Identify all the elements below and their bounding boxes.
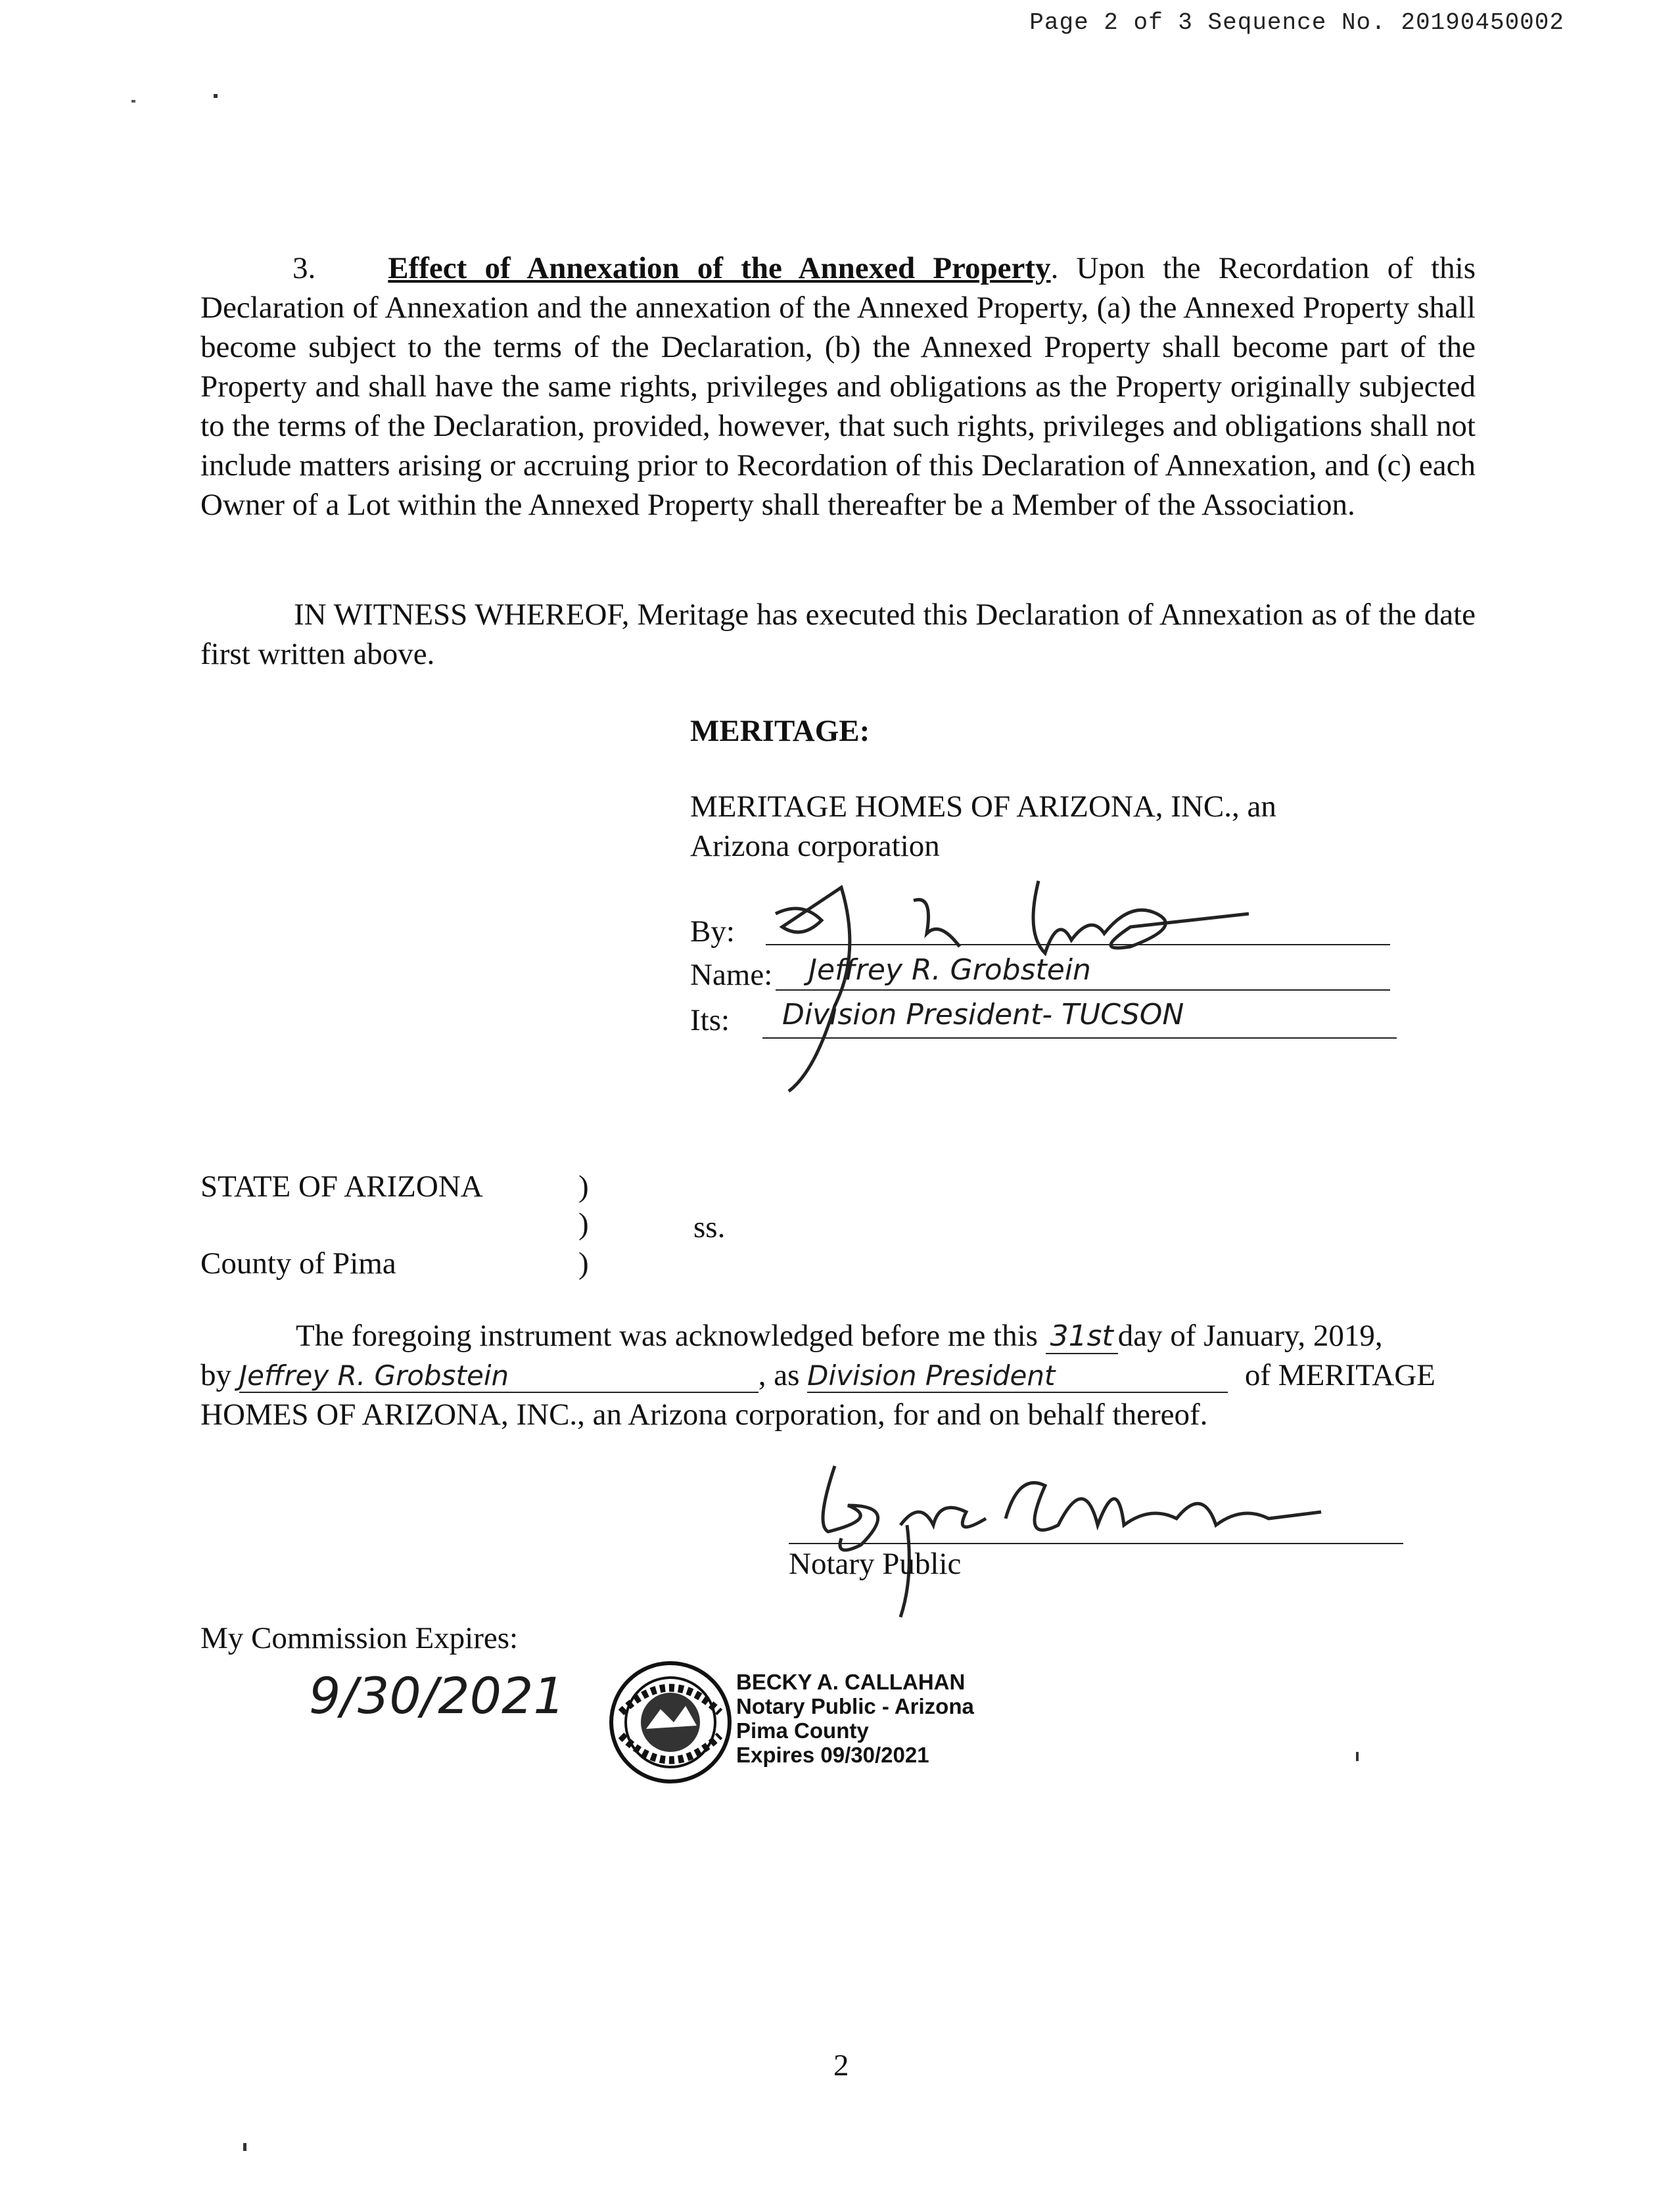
seal-name: BECKY A. CALLAHAN bbox=[736, 1670, 966, 1694]
ack-line-2 bbox=[200, 1357, 1482, 1393]
ack-line-3: HOMES OF ARIZONA, INC., an Arizona corporation, for and on behalf thereof. bbox=[200, 1398, 1208, 1432]
notary-seal-emblem bbox=[608, 1660, 733, 1785]
venue-state: STATE OF ARIZONA bbox=[200, 1169, 483, 1204]
name-line bbox=[776, 989, 1390, 991]
notary-signature bbox=[808, 1446, 1347, 1624]
commission-date: 9/30/2021 bbox=[309, 1666, 565, 1725]
by-label: By: bbox=[690, 914, 735, 949]
page-number: 2 bbox=[833, 2048, 849, 2083]
scan-mark bbox=[1356, 1752, 1359, 1761]
venue-paren-2: ) bbox=[578, 1207, 589, 1241]
notary-signature-line bbox=[789, 1543, 1403, 1544]
section-heading: Effect of Annexation of the Annexed Property bbox=[388, 251, 1051, 285]
section-body: . Upon the Recordation of this Declaration of Annexation and the annexation of the Annexed Property, (a) the Annexed Property shall become subject to the terms of the Declaration, (b) the Annexed Property shall become part of the Property and shall have the same rights, privileges and obligations as the Property originally subjected to the terms of the Declaration, provided, however, that such rights, privileges and obligations shall not include matters arising or accruing prior to Recordation of this Declaration of Annexation, and (c) each Owner of a Lot within the Annexed Property shall thereafter be a Member of the Association. bbox=[200, 251, 1476, 522]
entity-name: MERITAGE HOMES OF ARIZONA, INC., an bbox=[690, 790, 1276, 824]
ack-signer: Jeffrey R. Grobstein bbox=[239, 1359, 758, 1393]
seal-line-3: Pima County bbox=[736, 1718, 869, 1743]
seal-line-4: Expires 09/30/2021 bbox=[736, 1743, 929, 1767]
ack-of: of MERITAGE bbox=[1244, 1358, 1435, 1392]
ack-day: 31st bbox=[1046, 1319, 1118, 1354]
venue-ss: ss. bbox=[693, 1210, 726, 1244]
venue-paren-3: ) bbox=[578, 1246, 589, 1281]
seal-line-2: Notary Public - Arizona bbox=[736, 1694, 974, 1718]
ack-pre: The foregoing instrument was acknowledged before me this bbox=[296, 1319, 1038, 1353]
scan-mark bbox=[243, 2143, 246, 2151]
commission-label: My Commission Expires: bbox=[200, 1621, 519, 1655]
ack-title: Division President bbox=[807, 1359, 1228, 1393]
scan-mark bbox=[214, 94, 218, 98]
entity-type: Arizona corporation bbox=[690, 829, 940, 863]
witness-text: IN WITNESS WHEREOF, Meritage has executed this Declaration of Annexation as of the date first written above. bbox=[200, 598, 1476, 671]
notary-label: Notary Public bbox=[789, 1547, 962, 1581]
its-line bbox=[762, 1037, 1397, 1039]
scan-mark bbox=[131, 100, 135, 103]
witness-paragraph bbox=[200, 595, 1476, 674]
section-3-paragraph bbox=[200, 248, 1476, 525]
name-label: Name: bbox=[690, 958, 773, 992]
ack-line-1 bbox=[296, 1318, 1479, 1354]
venue-county: County of Pima bbox=[200, 1246, 396, 1281]
signer-name: Jeffrey R. Grobstein bbox=[808, 953, 1091, 987]
ack-as: , as bbox=[758, 1358, 800, 1392]
ack-by: by bbox=[200, 1358, 231, 1392]
signer-title: Division President- TUCSON bbox=[782, 998, 1184, 1031]
section-number: 3. bbox=[292, 251, 316, 285]
its-label: Its: bbox=[690, 1003, 730, 1037]
page-sequence-header: Page 2 of 3 Sequence No. 20190450002 bbox=[1029, 9, 1564, 36]
ack-post: day of January, 2019, bbox=[1117, 1319, 1383, 1353]
venue-paren-1: ) bbox=[578, 1169, 589, 1204]
party-label: MERITAGE: bbox=[690, 714, 870, 748]
